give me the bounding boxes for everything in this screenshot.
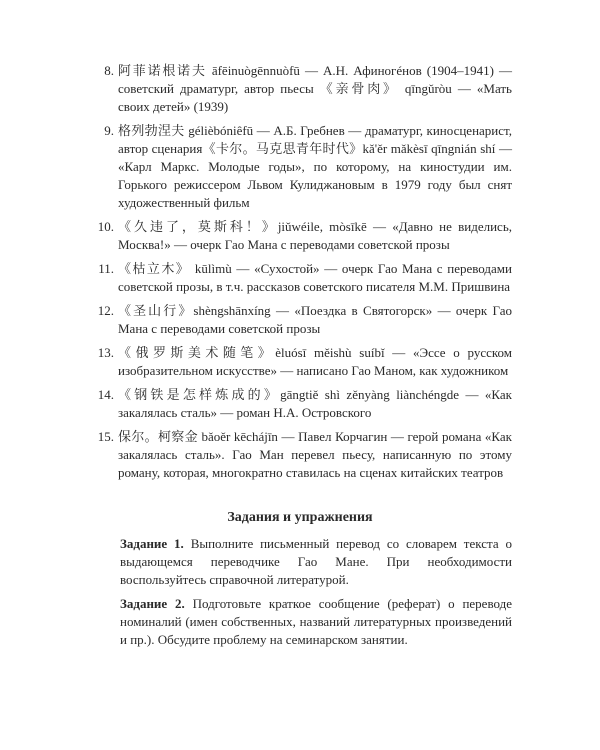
note-item [92,386,512,422]
note-number: 15. [97,429,114,444]
note-text: 《圣山行》shèngshānxíng — «Поездка в Святогорск» — очерк Гао Мана с переводами советской прозы [118,303,512,336]
note-number: 14. [97,387,114,402]
note-item [92,218,512,254]
note-text: 格列勃涅夫 gélièbóniêfū — А.Б. Гребнев — драматург, киносценарист, автор сценария《卡尔。马克思青年时代》kǎ'ěr mǎkèsī qīngnián shí — «Карл Маркс. Молодые годы», по которому, на киностудии им. Горького режиссером Львом Кулиджановым в 1979 году был снят художественный фильм [118,123,512,210]
task-text: Подготовьте краткое сообщение (реферат) о переводе номиналий (имен собственных, названий литературных произведений и пр.). Обсудите проблему на семинарском занятии. [120,596,513,647]
note-number: 8. [104,63,114,78]
note-number: 12. [97,303,114,318]
task-label: Задание 2. [120,596,185,611]
note-text: 《钢铁是怎样炼成的》gāngtiě shì zěnyàng liànchéngde — «Как закалялась сталь» — роман Н.А. Островского [118,387,512,420]
note-item [92,428,512,482]
task-text: Выполните письменный перевод со словарем текста о выдающемся переводчике Гао Мане. При необходимости воспользуйтесь справочной литературой. [120,536,512,587]
task-label: Задание 1. [120,536,184,551]
note-text: 《久违了，莫斯科！》jiǔwéile, mòsīkē — «Давно не виделись, Москва!» — очерк Гао Мана с переводами советской прозы [118,219,512,252]
task-paragraph-1 [120,535,512,589]
notes-list [92,62,512,488]
note-text: 保尔。柯察金 bǎoěr kēchájīn — Павел Корчагин — герой романа «Как закалялась сталь». Гао Ман перевел пьесу, написанную по этому роману, которая, многократно ставилась на сценах китайских театров [118,429,512,480]
note-item [92,62,512,116]
note-number: 9. [104,123,114,138]
note-item [92,260,512,296]
note-text: 《俄罗斯美术随笔》èluósī měishù suíbǐ — «Эссе о русском изобразительном искусстве» — написано Гао Маном, как художником [118,345,512,378]
note-text: 阿菲诺根诺夫 āfēinuògēnnuòfū — А.Н. Афиногéнов (1904–1941) — советский драматург, автор пьесы 《亲骨肉》 qīngǔròu — «Мать своих детей» (1939) [118,63,512,114]
note-item [92,302,512,338]
section-heading: Задания и упражнения [227,510,373,525]
note-item [92,122,512,212]
task-paragraph-2 [120,595,512,649]
note-text: 《枯立木》 kūlìmù — «Сухостой» — очерк Гао Мана с переводами советской прозы, в т.ч. рассказов советского писателя М.М. Пришвина [118,261,512,294]
note-number: 10. [97,219,114,234]
note-item [92,344,512,380]
note-number: 13. [97,345,114,360]
note-number: 11. [98,261,114,276]
